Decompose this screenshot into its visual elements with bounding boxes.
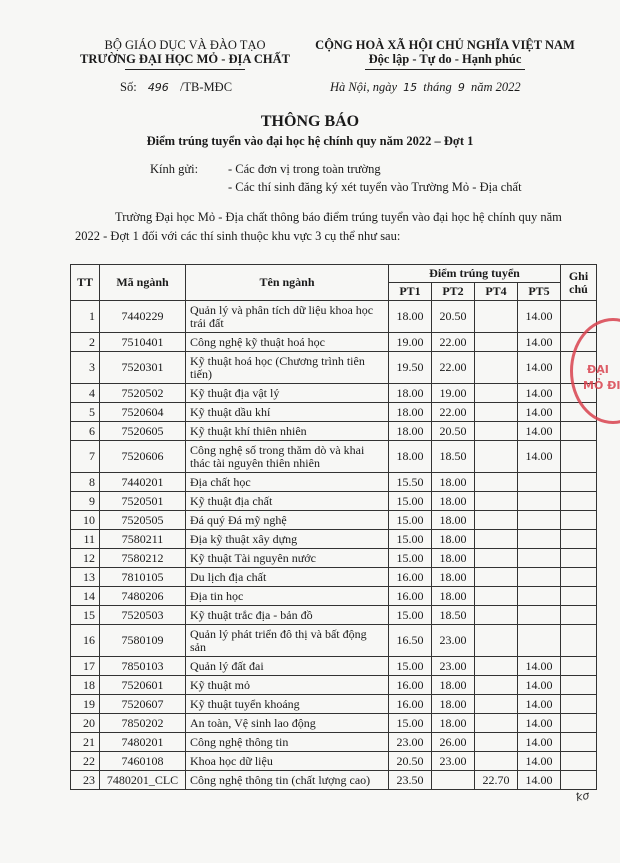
cell-ten-nganh: Kỹ thuật Tài nguyên nước (186, 549, 389, 568)
table-row (71, 733, 597, 752)
cell-ten-nganh: Kỹ thuật hoá học (Chương trình tiên tiến) (186, 352, 389, 384)
cell-ma-nganh: 7520501 (100, 492, 186, 511)
cell-pt2: 18.00 (432, 587, 475, 606)
doc-number-label: Số: (120, 80, 137, 94)
cell-pt4 (475, 511, 518, 530)
cell-ghi-chu (561, 422, 597, 441)
cell-ten-nganh: Công nghệ kỹ thuật hoá học (186, 333, 389, 352)
cell-pt5 (518, 530, 561, 549)
national-header (295, 38, 595, 70)
cell-ten-nganh: Quản lý phát triển đô thị và bất động sản (186, 625, 389, 657)
cell-pt4 (475, 384, 518, 403)
cell-pt2: 20.50 (432, 301, 475, 333)
col-header-diem-trung-tuyen: Điểm trúng tuyển (389, 265, 561, 283)
cell-pt5: 14.00 (518, 733, 561, 752)
cell-ten-nganh: Địa chất học (186, 473, 389, 492)
table-row (71, 384, 597, 403)
col-header-pt4: PT4 (475, 283, 518, 301)
cell-pt1: 15.00 (389, 714, 432, 733)
cell-ghi-chu (561, 441, 597, 473)
cell-tt: 22 (71, 752, 100, 771)
cell-pt4 (475, 587, 518, 606)
cell-pt1: 16.50 (389, 625, 432, 657)
signature-initials: ꝁσ (574, 788, 591, 805)
cell-pt4 (475, 752, 518, 771)
divider (365, 69, 525, 70)
cell-pt1: 19.50 (389, 352, 432, 384)
cell-ghi-chu (561, 492, 597, 511)
cell-pt4 (475, 549, 518, 568)
place-date (330, 80, 521, 95)
cell-pt1: 18.00 (389, 301, 432, 333)
cell-tt: 14 (71, 587, 100, 606)
cell-ten-nganh: Kỹ thuật trắc địa - bản đồ (186, 606, 389, 625)
cell-ma-nganh: 7850103 (100, 657, 186, 676)
cell-ma-nganh: 7520607 (100, 695, 186, 714)
table-row (71, 714, 597, 733)
cell-ma-nganh: 7580212 (100, 549, 186, 568)
document-subtitle: Điểm trúng tuyển vào đại học hệ chính quy năm 2022 – Đợt 1 (146, 134, 474, 148)
col-header-tt: TT (71, 265, 100, 301)
stamp-text: MỎ ĐI (583, 379, 620, 392)
recipient-item: - Các đơn vị trong toàn trường (228, 162, 381, 176)
cell-tt: 2 (71, 333, 100, 352)
cell-ghi-chu (561, 587, 597, 606)
col-header-ghi-chu: Ghi chú (561, 265, 597, 301)
divider (125, 69, 245, 70)
table-row (71, 625, 597, 657)
cell-pt4 (475, 606, 518, 625)
col-header-ten-nganh: Tên ngành (186, 265, 389, 301)
cell-ma-nganh: 7520301 (100, 352, 186, 384)
cell-tt: 11 (71, 530, 100, 549)
cell-ghi-chu (561, 473, 597, 492)
stamp-text: ĐẠI (587, 363, 609, 376)
cell-ma-nganh: 7480201_CLC (100, 771, 186, 790)
document-title: THÔNG BÁO (260, 113, 360, 130)
cell-pt1: 15.00 (389, 511, 432, 530)
cell-tt: 18 (71, 676, 100, 695)
cell-pt1: 15.00 (389, 530, 432, 549)
admission-scores-table (70, 264, 597, 790)
cell-pt4 (475, 625, 518, 657)
cell-tt: 17 (71, 657, 100, 676)
cell-pt4 (475, 530, 518, 549)
cell-pt2: 19.00 (432, 384, 475, 403)
col-header-ma-nganh: Mã ngành (100, 265, 186, 301)
date-month: 9 (457, 81, 465, 94)
cell-pt4 (475, 473, 518, 492)
cell-ma-nganh: 7810105 (100, 568, 186, 587)
cell-pt2: 18.00 (432, 714, 475, 733)
cell-ma-nganh: 7850202 (100, 714, 186, 733)
cell-tt: 12 (71, 549, 100, 568)
cell-pt2: 23.00 (432, 657, 475, 676)
cell-pt1: 20.50 (389, 752, 432, 771)
cell-ma-nganh: 7440201 (100, 473, 186, 492)
cell-pt4 (475, 403, 518, 422)
cell-ghi-chu (561, 568, 597, 587)
cell-pt1: 19.00 (389, 333, 432, 352)
cell-ma-nganh: 7520502 (100, 384, 186, 403)
cell-tt: 9 (71, 492, 100, 511)
cell-pt5: 14.00 (518, 384, 561, 403)
cell-tt: 7 (71, 441, 100, 473)
table-row (71, 511, 597, 530)
cell-pt4 (475, 568, 518, 587)
table-row (71, 676, 597, 695)
month-label: tháng (423, 80, 452, 94)
cell-pt1: 18.00 (389, 403, 432, 422)
cell-ghi-chu (561, 657, 597, 676)
cell-ten-nganh: An toàn, Vệ sinh lao động (186, 714, 389, 733)
table-row (71, 657, 597, 676)
cell-pt5 (518, 511, 561, 530)
cell-pt1: 18.00 (389, 384, 432, 403)
cell-pt2: 18.00 (432, 530, 475, 549)
cell-pt1: 16.00 (389, 695, 432, 714)
recipient-item: - Các thí sinh đăng ký xét tuyển vào Trường Mỏ - Địa chất (228, 180, 522, 194)
cell-pt5: 14.00 (518, 333, 561, 352)
cell-ghi-chu (561, 733, 597, 752)
cell-pt1: 18.00 (389, 441, 432, 473)
cell-ma-nganh: 7580211 (100, 530, 186, 549)
cell-ghi-chu (561, 752, 597, 771)
cell-ten-nganh: Công nghệ thông tin (chất lượng cao) (186, 771, 389, 790)
cell-pt2: 18.00 (432, 568, 475, 587)
cell-ghi-chu (561, 625, 597, 657)
doc-number-suffix: /TB-MĐC (179, 80, 233, 94)
cell-tt: 13 (71, 568, 100, 587)
cell-ghi-chu (561, 511, 597, 530)
cell-ten-nganh: Kỹ thuật dầu khí (186, 403, 389, 422)
cell-ma-nganh: 7520503 (100, 606, 186, 625)
cell-ghi-chu (561, 771, 597, 790)
cell-pt2: 23.00 (432, 752, 475, 771)
cell-pt1: 16.00 (389, 568, 432, 587)
table-row (71, 549, 597, 568)
cell-tt: 15 (71, 606, 100, 625)
doc-number-value: 496 (147, 81, 169, 94)
cell-pt2: 18.00 (432, 676, 475, 695)
cell-ghi-chu (561, 714, 597, 733)
recipients-label: Kính gửi: (150, 162, 199, 176)
cell-pt2: 22.00 (432, 403, 475, 422)
table-row (71, 441, 597, 473)
cell-pt5: 14.00 (518, 657, 561, 676)
cell-tt: 5 (71, 403, 100, 422)
table-row (71, 473, 597, 492)
cell-ten-nganh: Quản lý đất đai (186, 657, 389, 676)
table-row (71, 352, 597, 384)
cell-pt1: 16.00 (389, 587, 432, 606)
cell-pt5 (518, 625, 561, 657)
cell-tt: 4 (71, 384, 100, 403)
cell-pt5 (518, 587, 561, 606)
table-row (71, 492, 597, 511)
cell-pt2 (432, 771, 475, 790)
col-header-pt2: PT2 (432, 283, 475, 301)
cell-ma-nganh: 7520606 (100, 441, 186, 473)
cell-pt5: 14.00 (518, 676, 561, 695)
table-row (71, 568, 597, 587)
table-row (71, 530, 597, 549)
cell-pt5 (518, 606, 561, 625)
cell-pt4 (475, 352, 518, 384)
cell-pt2: 23.00 (432, 625, 475, 657)
cell-pt4 (475, 301, 518, 333)
cell-pt5: 14.00 (518, 771, 561, 790)
cell-ten-nganh: Du lịch địa chất (186, 568, 389, 587)
cell-pt1: 23.00 (389, 733, 432, 752)
cell-ma-nganh: 7480206 (100, 587, 186, 606)
cell-ma-nganh: 7480201 (100, 733, 186, 752)
year-label: năm 2022 (471, 80, 521, 94)
cell-ten-nganh: Kỹ thuật địa vật lý (186, 384, 389, 403)
cell-ten-nganh: Địa kỹ thuật xây dựng (186, 530, 389, 549)
cell-ten-nganh: Đá quý Đá mỹ nghệ (186, 511, 389, 530)
cell-pt2: 20.50 (432, 422, 475, 441)
cell-pt4 (475, 733, 518, 752)
cell-ghi-chu (561, 530, 597, 549)
intro-paragraph: Trường Đại học Mỏ - Địa chất thông báo điểm trúng tuyển vào đại học hệ chính quy năm 2022 - Đợt 1 đối với các thí sinh thuộc khu vực 3 cụ thể như sau: (75, 210, 562, 243)
cell-ten-nganh: Quản lý và phân tích dữ liệu khoa học trái đất (186, 301, 389, 333)
cell-pt5: 14.00 (518, 352, 561, 384)
cell-pt1: 15.00 (389, 606, 432, 625)
table-row (71, 333, 597, 352)
cell-pt2: 18.00 (432, 549, 475, 568)
university-name: TRƯỜNG ĐẠI HỌC MỎ - ĐỊA CHẤT (80, 52, 290, 66)
table-row (71, 301, 597, 333)
cell-pt5: 14.00 (518, 752, 561, 771)
table-row (71, 422, 597, 441)
cell-pt4 (475, 441, 518, 473)
cell-pt4 (475, 676, 518, 695)
cell-ten-nganh: Kỹ thuật tuyển khoáng (186, 695, 389, 714)
cell-pt2: 18.50 (432, 441, 475, 473)
document-number (120, 80, 232, 95)
cell-pt5: 14.00 (518, 714, 561, 733)
cell-pt2: 22.00 (432, 333, 475, 352)
cell-pt4 (475, 492, 518, 511)
cell-pt5: 14.00 (518, 403, 561, 422)
cell-tt: 23 (71, 771, 100, 790)
cell-pt2: 18.00 (432, 695, 475, 714)
cell-ma-nganh: 7510401 (100, 333, 186, 352)
table-row (71, 771, 597, 790)
cell-pt2: 18.50 (432, 606, 475, 625)
cell-pt5 (518, 473, 561, 492)
national-motto: Độc lập - Tự do - Hạnh phúc (368, 52, 522, 66)
table-row (71, 587, 597, 606)
cell-pt4 (475, 422, 518, 441)
table-row (71, 403, 597, 422)
cell-ma-nganh: 7520505 (100, 511, 186, 530)
table-row (71, 695, 597, 714)
cell-ghi-chu (561, 676, 597, 695)
date-day: 15 (403, 81, 418, 94)
cell-ten-nganh: Kỹ thuật khí thiên nhiên (186, 422, 389, 441)
cell-pt4 (475, 695, 518, 714)
cell-pt1: 15.00 (389, 657, 432, 676)
cell-pt5 (518, 492, 561, 511)
cell-pt5 (518, 568, 561, 587)
cell-pt2: 18.00 (432, 473, 475, 492)
cell-pt1: 18.00 (389, 422, 432, 441)
cell-tt: 20 (71, 714, 100, 733)
cell-pt5: 14.00 (518, 422, 561, 441)
cell-pt2: 26.00 (432, 733, 475, 752)
col-header-pt1: PT1 (389, 283, 432, 301)
cell-pt2: 18.00 (432, 492, 475, 511)
country-name: CỘNG HOÀ XÃ HỘI CHỦ NGHĨA VIỆT NAM (315, 38, 575, 52)
cell-pt4 (475, 714, 518, 733)
place-date-prefix: Hà Nội, ngày (330, 80, 398, 94)
cell-ghi-chu (561, 549, 597, 568)
cell-tt: 21 (71, 733, 100, 752)
cell-ten-nganh: Kỹ thuật địa chất (186, 492, 389, 511)
cell-ten-nganh: Địa tin học (186, 587, 389, 606)
cell-ghi-chu (561, 695, 597, 714)
cell-tt: 1 (71, 301, 100, 333)
cell-pt4 (475, 333, 518, 352)
cell-pt5 (518, 549, 561, 568)
cell-ten-nganh: Khoa học dữ liệu (186, 752, 389, 771)
col-header-pt5: PT5 (518, 283, 561, 301)
cell-ma-nganh: 7520605 (100, 422, 186, 441)
cell-tt: 19 (71, 695, 100, 714)
cell-ma-nganh: 7520601 (100, 676, 186, 695)
cell-pt2: 18.00 (432, 511, 475, 530)
cell-pt1: 15.50 (389, 473, 432, 492)
cell-tt: 10 (71, 511, 100, 530)
cell-pt1: 16.00 (389, 676, 432, 695)
cell-ma-nganh: 7520604 (100, 403, 186, 422)
cell-pt5: 14.00 (518, 301, 561, 333)
cell-tt: 3 (71, 352, 100, 384)
issuer-block (70, 38, 300, 70)
cell-ten-nganh: Công nghệ số trong thăm dò và khai thác tài nguyên thiên nhiên (186, 441, 389, 473)
cell-ma-nganh: 7580109 (100, 625, 186, 657)
table-row (71, 752, 597, 771)
cell-pt5: 14.00 (518, 441, 561, 473)
cell-pt1: 15.00 (389, 492, 432, 511)
cell-tt: 8 (71, 473, 100, 492)
cell-pt2: 22.00 (432, 352, 475, 384)
recipients-block (150, 160, 522, 196)
cell-ma-nganh: 7440229 (100, 301, 186, 333)
cell-pt1: 15.00 (389, 549, 432, 568)
cell-tt: 16 (71, 625, 100, 657)
cell-ghi-chu (561, 606, 597, 625)
table-row (71, 606, 597, 625)
cell-pt4: 22.70 (475, 771, 518, 790)
cell-pt1: 23.50 (389, 771, 432, 790)
cell-ma-nganh: 7460108 (100, 752, 186, 771)
cell-ten-nganh: Công nghệ thông tin (186, 733, 389, 752)
cell-tt: 6 (71, 422, 100, 441)
cell-ten-nganh: Kỹ thuật mỏ (186, 676, 389, 695)
ministry-name: BỘ GIÁO DỤC VÀ ĐÀO TẠO (104, 38, 266, 52)
cell-pt4 (475, 657, 518, 676)
cell-pt5: 14.00 (518, 695, 561, 714)
